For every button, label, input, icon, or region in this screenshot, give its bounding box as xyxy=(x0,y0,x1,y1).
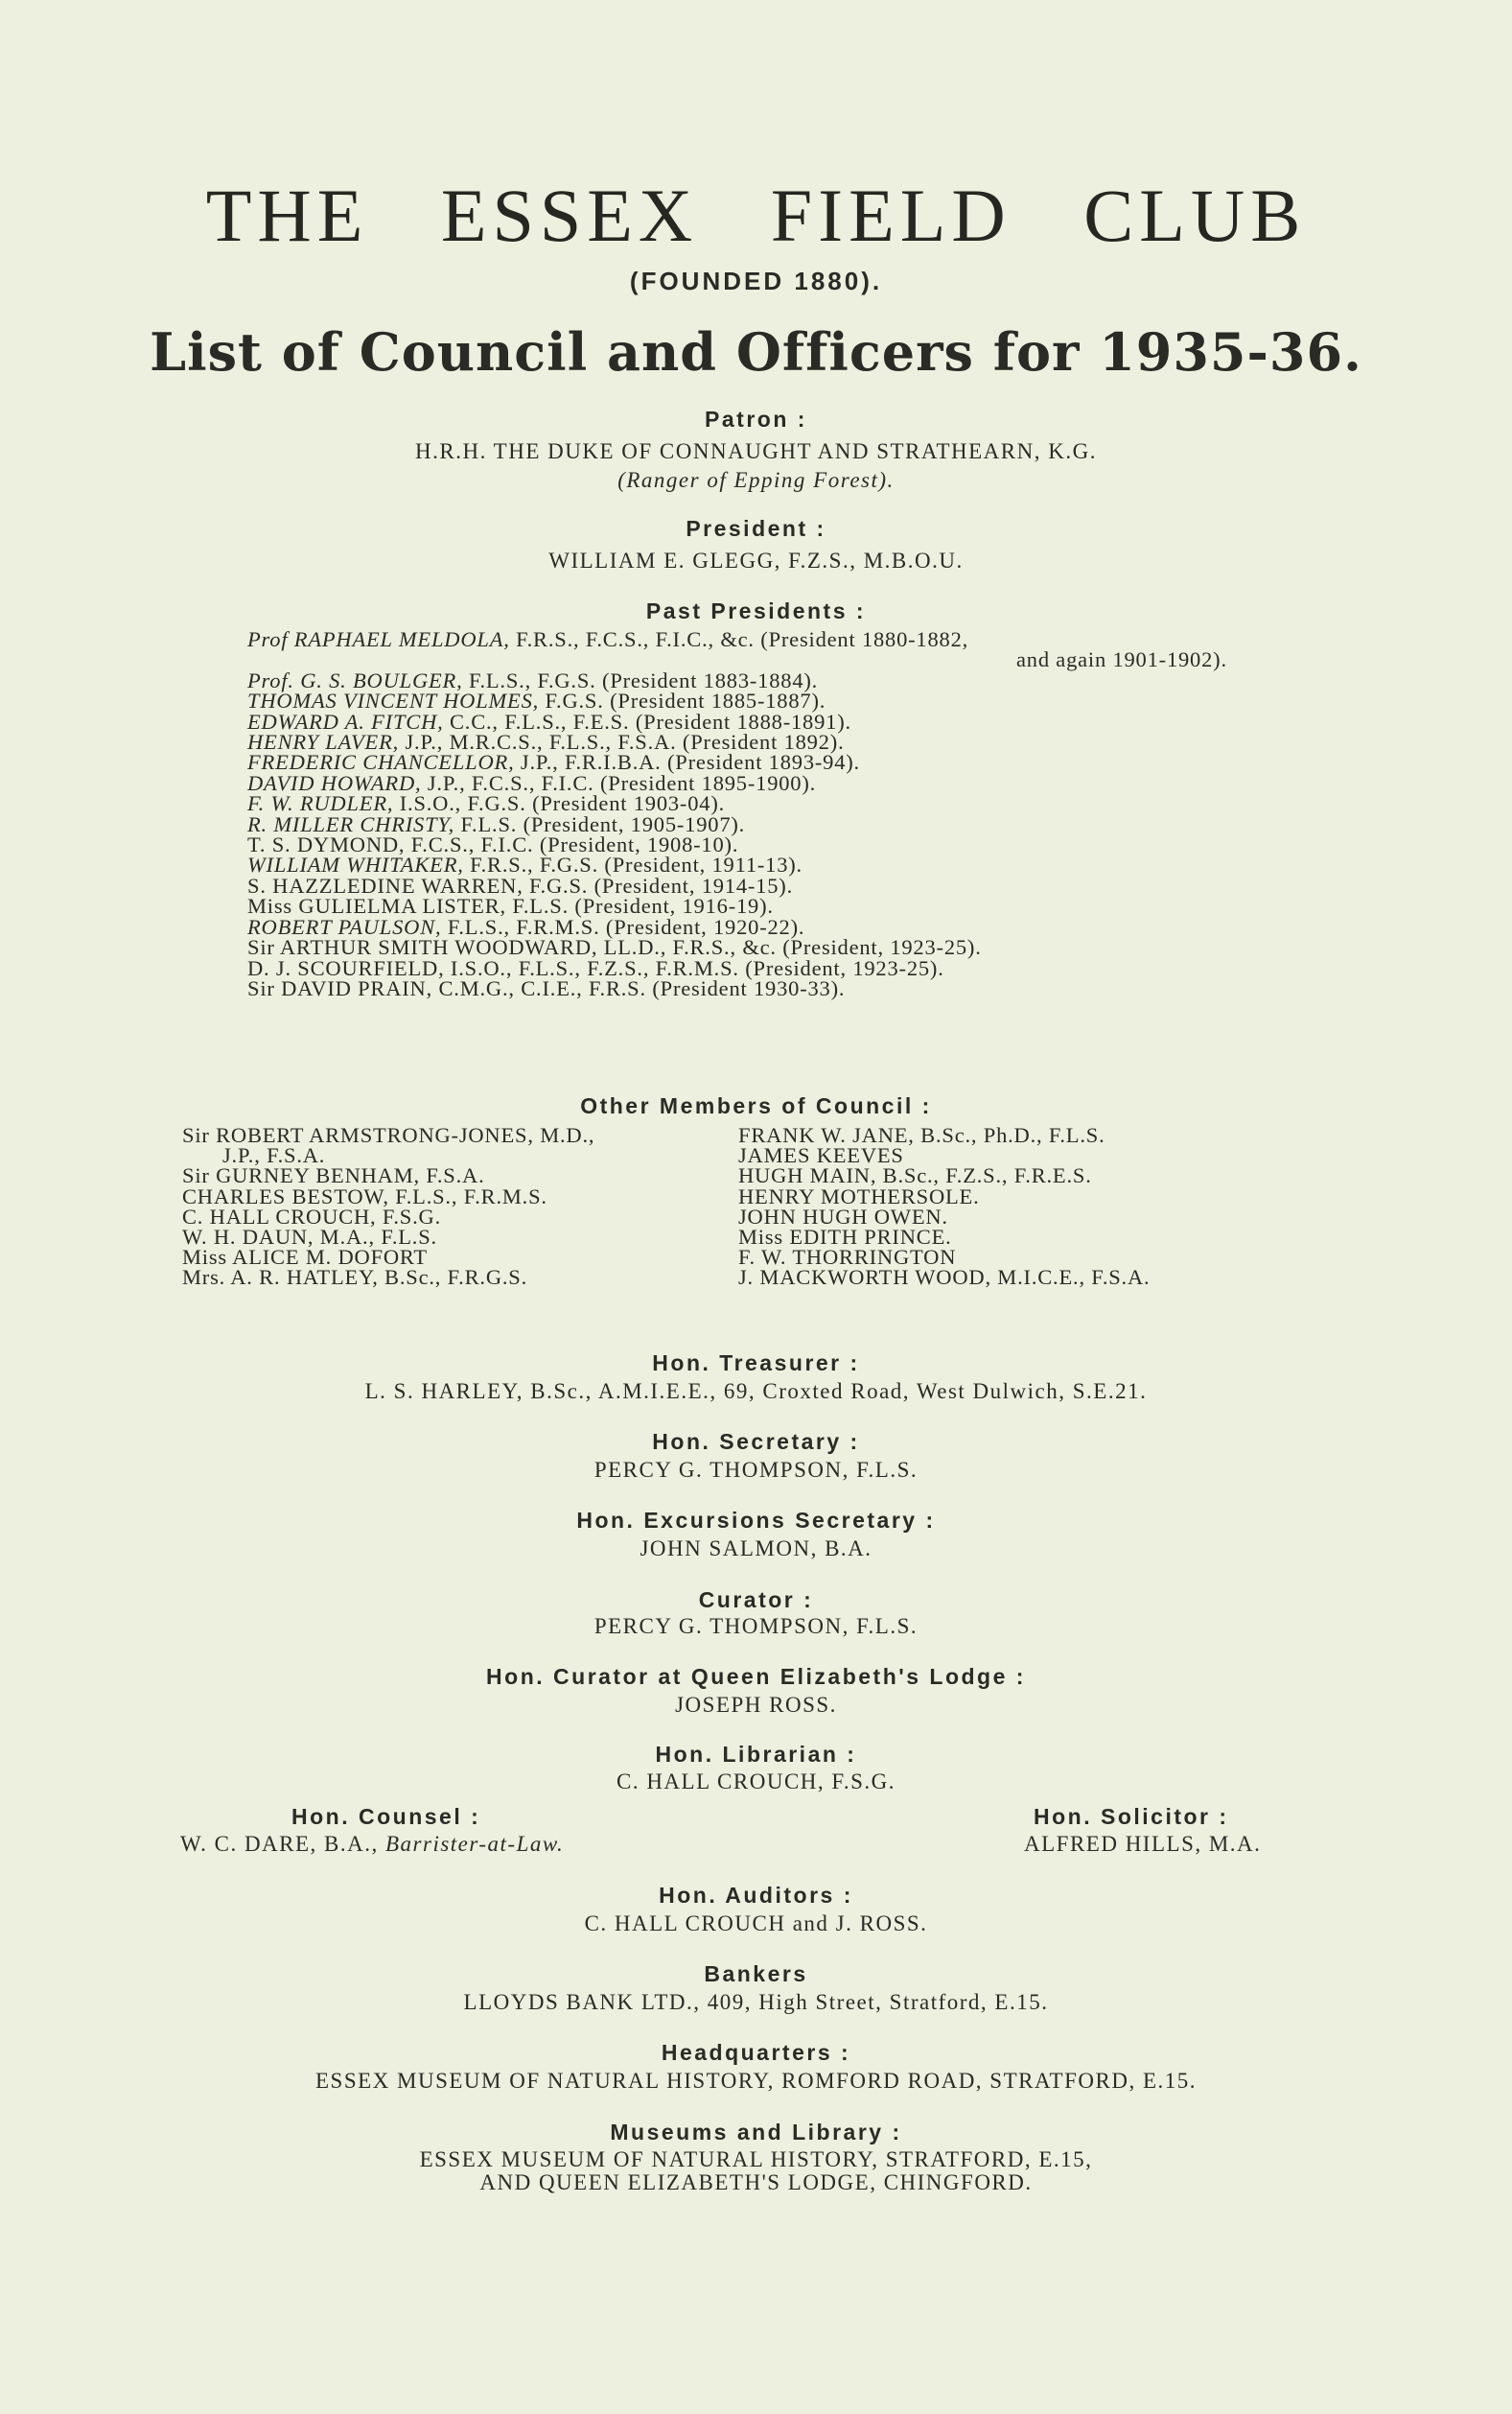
treasurer-heading: Hon. Treasurer : xyxy=(652,1350,860,1375)
president-heading: President : xyxy=(686,516,826,541)
bankers-heading: Bankers xyxy=(704,1961,808,1986)
council-member: FRANK W. JANE, B.Sc., Ph.D., F.L.S. xyxy=(738,1123,1105,1147)
past-president-row: D. J. SCOURFIELD, I.S.O., F.L.S., F.Z.S., F.R.M.S. (President, 1923-25). xyxy=(247,955,944,980)
past-president-row: FREDERIC CHANCELLOR, J.P., F.R.I.B.A. (President 1893-94). xyxy=(247,750,860,775)
past-president-row: EDWARD A. FITCH, C.C., F.L.S., F.E.S. (President 1888-1891). xyxy=(247,709,851,734)
curator-name: PERCY G. THOMPSON, F.L.S. xyxy=(593,1614,919,1638)
lodge-curator-name: JOSEPH ROSS. xyxy=(675,1693,837,1717)
council-member: W. H. DAUN, M.A., F.L.S. xyxy=(182,1225,437,1250)
counsel-role: Barrister-at-Law. xyxy=(385,1832,565,1856)
council-member: HENRY MOTHERSOLE. xyxy=(738,1184,980,1208)
museums-heading: Museums and Library : xyxy=(610,2120,902,2144)
secretary-heading: Hon. Secretary : xyxy=(652,1429,860,1454)
past-president-row: R. MILLER CHRISTY, F.L.S. (President, 1905-1907). xyxy=(247,811,746,836)
solicitor-name: ALFRED HILLS, M.A. xyxy=(1024,1832,1262,1856)
past-president-row: T. S. DYMOND, F.C.S., F.I.C. (President, 1908-10). xyxy=(247,832,739,857)
council-member: Miss EDITH PRINCE. xyxy=(738,1225,952,1250)
council-member: Sir GURNEY BENHAM, F.S.A. xyxy=(182,1163,485,1188)
excursions-name: JOHN SALMON, B.A. xyxy=(640,1536,872,1560)
librarian-name: C. HALL CROUCH, F.S.G. xyxy=(616,1769,896,1793)
counsel-heading: Hon. Counsel : xyxy=(291,1804,481,1829)
librarian-heading: Hon. Librarian : xyxy=(655,1742,857,1767)
past-president-row: Sir DAVID PRAIN, C.M.G., C.I.E., F.R.S. (President 1930-33). xyxy=(247,975,846,1000)
president-name: WILLIAM E. GLEGG, F.Z.S., M.B.O.U. xyxy=(548,549,964,573)
past-president-row: DAVID HOWARD, J.P., F.C.S., F.I.C. (President 1895-1900). xyxy=(247,770,817,795)
excursions-heading: Hon. Excursions Secretary : xyxy=(576,1508,936,1533)
museums-line-1: ESSEX MUSEUM OF NATURAL HISTORY, STRATFORD, E.15, xyxy=(419,2147,1093,2171)
past-president-row: and again 1901-1902). xyxy=(1016,647,1227,672)
auditors-heading: Hon. Auditors : xyxy=(659,1883,853,1908)
past-president-row: ROBERT PAULSON, F.L.S., F.R.M.S. (President, 1920-22). xyxy=(247,914,805,939)
past-president-row: THOMAS VINCENT HOLMES, F.G.S. (President 1885-1887). xyxy=(247,689,826,714)
founded-line: (FOUNDED 1880). xyxy=(629,267,883,295)
past-president-row: F. W. RUDLER, I.S.O., F.G.S. (President 1903-04). xyxy=(247,791,726,816)
council-right-column xyxy=(738,1125,1150,1288)
counsel-name: W. C. DARE, B.A., xyxy=(180,1832,379,1856)
curator-heading: Curator : xyxy=(698,1587,814,1612)
past-president-row: HENRY LAVER, J.P., M.R.C.S., F.L.S., F.S.A. (President 1892). xyxy=(247,730,845,755)
council-member: Mrs. A. R. HATLEY, B.Sc., F.R.G.S. xyxy=(182,1265,528,1290)
past-president-row: WILLIAM WHITAKER, F.R.S., F.G.S. (President, 1911-13). xyxy=(247,853,803,878)
patron-note: (Ranger of Epping Forest). xyxy=(617,468,895,492)
list-subtitle: List of Council and Officers for 1935-36. xyxy=(150,321,1362,383)
council-member: F. W. THORRINGTON xyxy=(738,1245,957,1270)
patron-name: H.R.H. THE DUKE OF CONNAUGHT AND STRATHEARN, K.G. xyxy=(415,439,1097,463)
headquarters-address: ESSEX MUSEUM OF NATURAL HISTORY, ROMFORD ROAD, STRATFORD, E.15. xyxy=(314,2069,1198,2093)
solicitor-heading: Hon. Solicitor : xyxy=(1034,1804,1229,1829)
past-presidents-heading: Past Presidents : xyxy=(645,598,867,623)
past-president-row: Prof RAPHAEL MELDOLA, F.R.S., F.C.S., F.I.C., &c. (President 1880-1882, xyxy=(247,627,969,651)
patron-heading: Patron : xyxy=(705,407,807,432)
auditors-names: C. HALL CROUCH and J. ROSS. xyxy=(584,1911,928,1935)
past-president-row: S. HAZZLEDINE WARREN, F.G.S. (President, 1914-15). xyxy=(247,873,794,898)
council-left-column xyxy=(182,1125,594,1288)
secretary-name: PERCY G. THOMPSON, F.L.S. xyxy=(593,1458,919,1482)
council-member: CHARLES BESTOW, F.L.S., F.R.M.S. xyxy=(182,1184,547,1208)
museums-line-2: AND QUEEN ELIZABETH'S LODGE, CHINGFORD. xyxy=(479,2170,1033,2194)
bankers-name: LLOYDS BANK LTD., 409, High Street, Stratford, E.15. xyxy=(463,1990,1049,2014)
lodge-curator-heading: Hon. Curator at Queen Elizabeth's Lodge : xyxy=(486,1664,1026,1689)
council-member: JOHN HUGH OWEN. xyxy=(738,1204,948,1229)
past-president-row: Miss GULIELMA LISTER, F.L.S. (President, 1916-19). xyxy=(247,894,774,919)
council-member: HUGH MAIN, B.Sc., F.Z.S., F.R.E.S. xyxy=(738,1163,1092,1188)
club-title: THE ESSEX FIELD CLUB xyxy=(205,174,1307,257)
treasurer-name: L. S. HARLEY, B.Sc., A.M.I.E.E., 69, Croxted Road, West Dulwich, S.E.21. xyxy=(364,1379,1148,1403)
counsel-line xyxy=(180,1832,564,1857)
past-presidents-list xyxy=(247,629,1302,998)
council-member: Miss ALICE M. DOFORT xyxy=(182,1245,428,1270)
headquarters-heading: Headquarters : xyxy=(661,2040,851,2065)
council-member: Sir ROBERT ARMSTRONG-JONES, M.D., xyxy=(182,1123,595,1147)
council-member: J. MACKWORTH WOOD, M.I.C.E., F.S.A. xyxy=(738,1265,1151,1290)
council-member: JAMES KEEVES xyxy=(738,1143,904,1168)
past-president-row: Prof. G. S. BOULGER, F.L.S., F.G.S. (President 1883-1884). xyxy=(247,668,819,692)
council-member: J.P., F.S.A. xyxy=(222,1143,326,1168)
council-heading: Other Members of Council : xyxy=(580,1093,932,1118)
past-president-row: Sir ARTHUR SMITH WOODWARD, LL.D., F.R.S., &c. (President, 1923-25). xyxy=(247,935,982,960)
council-member: C. HALL CROUCH, F.S.G. xyxy=(182,1204,441,1229)
